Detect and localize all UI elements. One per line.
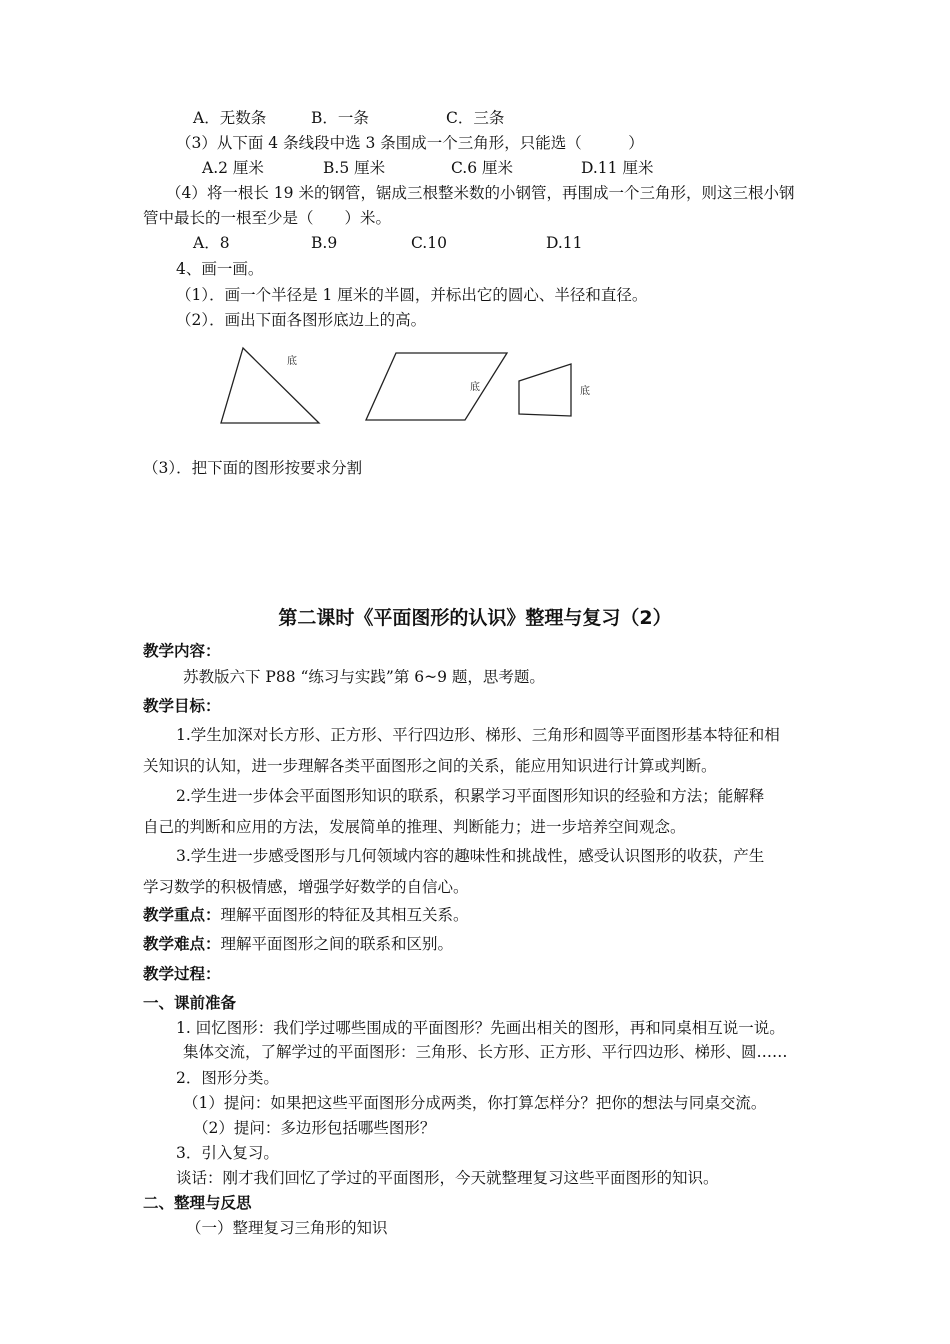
- q2-option-c: C．三条: [446, 109, 505, 127]
- difficulty-points: [143, 934, 453, 954]
- triangle-shape: [221, 348, 319, 423]
- step2: 2．图形分类。: [176, 1069, 279, 1087]
- section2-heading: 二、整理与反思: [143, 1194, 252, 1212]
- step2-question1: （1）提问：如果把这些平面图形分成两类，你打算怎样分？把你的想法与同桌交流。: [183, 1094, 767, 1112]
- goal3-line1: 3.学生进一步感受图形与几何领域内容的趣味性和挑战性，感受认识图形的收获，产生: [176, 847, 765, 865]
- key-heading: 教学重点：: [143, 906, 221, 924]
- goals-heading: 教学目标：: [143, 697, 221, 715]
- section1-heading: 一、课前准备: [143, 994, 237, 1012]
- step3: 3．引入复习。: [176, 1144, 279, 1162]
- trapezoid-shape: [519, 364, 571, 416]
- parallelogram-shape: [366, 353, 507, 420]
- draw-question-1: （1）．画一个半径是 1 厘米的半圆，并标出它的圆心、半径和直径。: [176, 286, 648, 304]
- q2-option-b: B．一条: [311, 109, 369, 127]
- section4-title: 4、画一画。: [176, 260, 264, 278]
- trapezoid-base-label: 底: [580, 386, 590, 397]
- q4-stem-line1: （4）将一根长 19 米的钢管，锯成三根整米数的小钢管，再围成一个三角形，则这三根小钢: [166, 184, 795, 202]
- q4-option-c: C.10: [411, 234, 447, 252]
- q4-option-a: A．8: [193, 234, 230, 252]
- goal2-line1: 2.学生进一步体会平面图形知识的联系，积累学习平面图形知识的经验和方法；能解释: [176, 787, 765, 805]
- process-heading: 教学过程：: [143, 965, 221, 983]
- parallelogram-base-label: 底: [470, 382, 480, 393]
- draw-question-3: （3）．把下面的图形按要求分割: [143, 459, 363, 477]
- goal3-line2: 学习数学的积极情感，增强学好数学的自信心。: [143, 878, 469, 896]
- difficulty-text: 理解平面图形之间的联系和区别。: [220, 935, 454, 953]
- step1-line1: 1. 回忆图形：我们学过哪些围成的平面图形？先画出相关的图形，再和同桌相互说一说。: [176, 1019, 785, 1037]
- content-heading: 教学内容：: [143, 642, 221, 660]
- q3-stem: （3）从下面 4 条线段中选 3 条围成一个三角形，只能选（ ）: [176, 134, 644, 152]
- goal1-line1: 1.学生加深对长方形、正方形、平行四边形、梯形、三角形和圆等平面图形基本特征和相: [176, 726, 780, 744]
- key-text: 理解平面图形的特征及其相互关系。: [220, 906, 469, 924]
- difficulty-heading: 教学难点：: [143, 935, 221, 953]
- subsection1-heading: （一）整理复习三角形的知识: [186, 1219, 388, 1237]
- q3-option-c: C.6 厘米: [451, 159, 514, 177]
- content-text: 苏教版六下 P88 “练习与实践”第 6~9 题，思考题。: [183, 668, 545, 686]
- goal1-line2: 关知识的认知，进一步理解各类平面图形之间的关系，能应用知识进行计算或判断。: [143, 757, 717, 775]
- q4-option-d: D.11: [546, 234, 583, 252]
- q4-stem-line2: 管中最长的一根至少是（ ）米。: [143, 209, 392, 227]
- q3-option-d: D.11 厘米: [581, 159, 654, 177]
- goal2-line2: 自己的判断和应用的方法，发展简单的推理、判断能力；进一步培养空间观念。: [143, 818, 686, 836]
- q4-option-b: B.9: [311, 234, 338, 252]
- step1-line2: 集体交流，了解学过的平面图形：三角形、长方形、正方形、平行四边形、梯形、圆……: [183, 1043, 788, 1061]
- talk-text: 谈话：刚才我们回忆了学过的平面图形，今天就整理复习这些平面图形的知识。: [176, 1169, 719, 1187]
- triangle-base-label: 底: [287, 356, 297, 367]
- draw-question-2: （2）．画出下面各图形底边上的高。: [176, 311, 427, 329]
- q2-option-a: A．无数条: [193, 109, 267, 127]
- q3-option-a: A.2 厘米: [202, 159, 264, 177]
- key-points: [143, 905, 469, 925]
- q3-option-b: B.5 厘米: [323, 159, 386, 177]
- lesson-title: 第二课时《平面图形的认识》整理与复习（2）: [278, 607, 672, 629]
- step2-question2: （2）提问：多边形包括哪些图形？: [193, 1119, 436, 1137]
